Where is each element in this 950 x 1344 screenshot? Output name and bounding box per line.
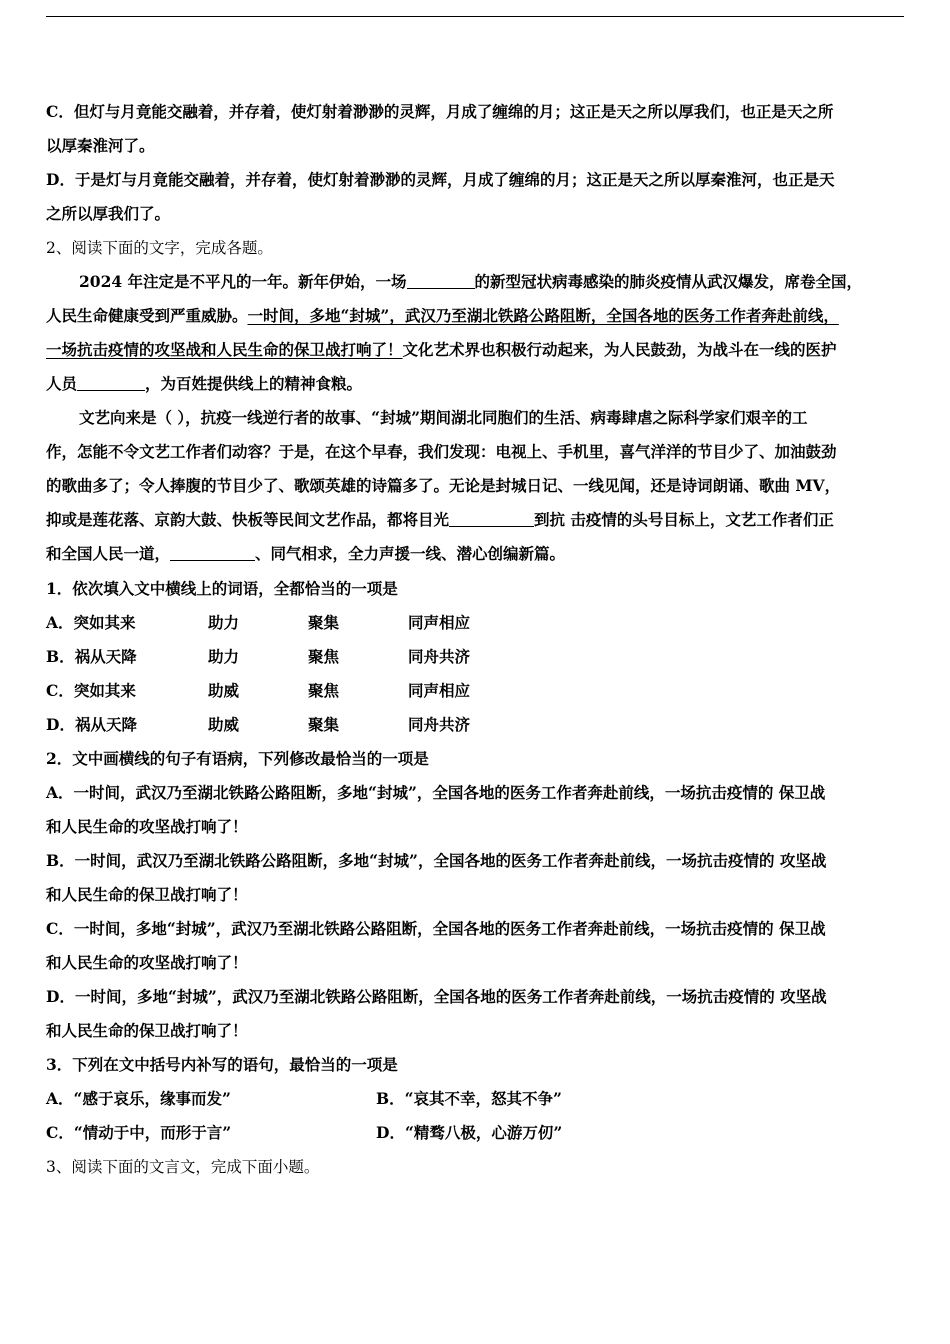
- q1-option-d-word4: 同舟共济: [408, 715, 471, 734]
- q2-option-b-label: B．: [46, 851, 75, 870]
- q3-option-d-text: “精骛八极，心游万仞”: [404, 1123, 563, 1142]
- question-1-number: 1．: [46, 579, 73, 598]
- prev-option-d-line1: [46, 163, 908, 197]
- q1-option-c-word3: 聚焦: [308, 681, 340, 700]
- q1-option-c-word2: 助威: [208, 681, 240, 700]
- p2-l4-b: 到抗 击疫情的头号目标上，文艺工作者们正: [534, 510, 834, 529]
- question-2: [46, 742, 908, 776]
- q1-option-b-word4: 同舟共济: [408, 647, 471, 666]
- q1-option-a-word1: 突如其来: [73, 613, 136, 632]
- q3-option-a-label: A．: [46, 1089, 74, 1108]
- q1-option-a-word3: 聚集: [308, 613, 340, 632]
- p1-l1-a: 2024 年注定是不平凡的一年。新年伊始，一场: [79, 272, 407, 291]
- q1-option-a[interactable]: [46, 606, 908, 640]
- q3-option-c[interactable]: [46, 1116, 376, 1150]
- q2-option-a-line1[interactable]: [46, 776, 908, 810]
- q3-options-row1: [46, 1082, 908, 1116]
- p1-l4-b: ，为百姓提供线上的精神食粮。: [145, 374, 363, 393]
- q2-option-c-line2: 和人民生命的攻坚战打响了！: [46, 953, 248, 972]
- q2-option-a-text: 一时间，武汉乃至湖北铁路公路阻断，多地“封城”，全国各地的医务工作者奔赴前线，一场抗击疫情的 保卫战: [73, 783, 826, 802]
- q1-option-c-label: C．: [46, 681, 74, 700]
- q3-option-a-text: “感于哀乐，缘事而发”: [73, 1089, 231, 1108]
- prev-option-c-line2: 以厚秦淮河了。: [46, 136, 155, 155]
- q3-option-b-label: B．: [376, 1089, 405, 1108]
- p1-l3-b: 文化艺术界也积极行动起来，为人民鼓劲，为战斗在一线的医护: [402, 340, 837, 359]
- question-2-text: 文中画横线的句子有语病，下列修改最恰当的一项是: [72, 749, 429, 768]
- q2-option-b-text: 一时间，武汉乃至湖北铁路公路阻断，多地“封城”，全国各地的医务工作者奔赴前线，一场抗击疫情的 攻坚战: [74, 851, 827, 870]
- q1-option-c[interactable]: [46, 674, 908, 708]
- q1-option-a-word2: 助力: [208, 613, 240, 632]
- q2-option-c-line1[interactable]: [46, 912, 908, 946]
- passage-p1-line2: [46, 299, 908, 333]
- question-2-number: 2．: [46, 749, 73, 768]
- q3-option-b-text: “哀其不幸，怒其不争”: [404, 1089, 562, 1108]
- fill-blank-3: [449, 510, 534, 527]
- passage-p2-line3: 的歌曲多了；令人捧腹的节目少了、歌颂英雄的诗篇多了。无论是封城日记、一线见闻，还是诗词朗诵、歌曲 MV，: [46, 476, 841, 495]
- passage-p1-line1: [46, 265, 908, 299]
- q3-option-b[interactable]: [376, 1082, 562, 1116]
- passage-p2-line4: [46, 503, 908, 537]
- question-1: [46, 572, 908, 606]
- q2-option-b-line1[interactable]: [46, 844, 908, 878]
- prev-option-c-label: C．: [46, 102, 74, 121]
- q1-option-d-word1: 祸从天降: [74, 715, 137, 734]
- passage-p1-line4: [46, 367, 908, 401]
- q2-option-d-line1[interactable]: [46, 980, 908, 1014]
- fill-blank-4: [170, 544, 255, 561]
- q1-option-b[interactable]: [46, 640, 908, 674]
- q1-option-c-word1: 突如其来: [73, 681, 136, 700]
- q1-option-b-word1: 祸从天降: [74, 647, 137, 666]
- fill-blank-2: [77, 374, 145, 391]
- prev-option-d-line2: 之所以厚我们了。: [46, 204, 171, 223]
- q2-option-b-line2: 和人民生命的保卫战打响了！: [46, 885, 248, 904]
- q2-option-a-label: A．: [46, 783, 74, 802]
- passage-p2-line2: 作，怎能不令文艺工作者们动容？于是，在这个早春，我们发现：电视上、手机里，喜气洋洋的节目少了、加油鼓劲: [46, 442, 837, 461]
- p1-l2-a: 人民生命健康受到严重威胁。: [46, 306, 248, 325]
- passage-p2-line5: [46, 537, 908, 571]
- q1-option-b-word3: 聚焦: [308, 647, 340, 666]
- q3-option-d-label: D．: [376, 1123, 405, 1142]
- prev-option-c-text: 但灯与月竟能交融着，并存着，使灯射着渺渺的灵辉，月成了缠绵的月；这正是天之所以厚我们，也正是天之所: [73, 102, 834, 121]
- q1-option-a-word4: 同声相应: [408, 613, 471, 632]
- q2-option-c-label: C．: [46, 919, 74, 938]
- question-3: [46, 1048, 908, 1082]
- p2-l5-b: 、同气相求，全力声援一线、潜心创编新篇。: [255, 544, 566, 563]
- q1-option-b-label: B．: [46, 647, 75, 666]
- section2-heading: 2、阅读下面的文字，完成各题。: [46, 239, 273, 257]
- section3-heading: 3、阅读下面的文言文，完成下面小题。: [46, 1158, 320, 1176]
- question-3-text: 下列在文中括号内补写的语句，最恰当的一项是: [72, 1055, 398, 1074]
- q1-option-d-word2: 助威: [208, 715, 240, 734]
- q2-option-c-text: 一时间，多地“封城”，武汉乃至湖北铁路公路阻断，全国各地的医务工作者奔赴前线，一场抗击疫情的 保卫战: [73, 919, 826, 938]
- q2-option-d-text: 一时间，多地“封城”，武汉乃至湖北铁路公路阻断，全国各地的医务工作者奔赴前线，一场抗击疫情的 攻坚战: [74, 987, 827, 1006]
- q1-option-c-word4: 同声相应: [408, 681, 471, 700]
- q3-option-c-text: “情动于中，而形于言”: [73, 1123, 232, 1142]
- document-body: [46, 95, 908, 1184]
- q1-option-a-label: A．: [46, 613, 74, 632]
- q3-options-row2: [46, 1116, 908, 1150]
- underlined-sentence-part1: 一时间，多地“封城”，武汉乃至湖北铁路公路阻断，全国各地的医务工作者奔赴前线，: [247, 306, 839, 325]
- q1-option-d-label: D．: [46, 715, 75, 734]
- question-3-number: 3．: [46, 1055, 73, 1074]
- prev-option-d-label: D．: [46, 170, 75, 189]
- fill-blank-1: [407, 272, 475, 289]
- q3-option-a[interactable]: [46, 1082, 376, 1116]
- q2-option-d-label: D．: [46, 987, 75, 1006]
- p2-l4-a: 抑或是莲花落、京韵大鼓、快板等民间文艺作品，都将目光: [46, 510, 450, 529]
- question-1-text: 依次填入文中横线上的词语，全都恰当的一项是: [72, 579, 398, 598]
- q1-option-b-word2: 助力: [208, 647, 240, 666]
- q2-option-d-line2: 和人民生命的保卫战打响了！: [46, 1021, 248, 1040]
- q3-option-c-label: C．: [46, 1123, 74, 1142]
- p2-l5-a: 和全国人民一道，: [46, 544, 171, 563]
- q1-option-d-word3: 聚集: [308, 715, 340, 734]
- passage-p1-line3: [46, 333, 908, 367]
- prev-option-c-line1: [46, 95, 908, 129]
- underlined-sentence-part2: 一场抗击疫情的攻坚战和人民生命的保卫战打响了！: [46, 340, 403, 359]
- header-rule: [46, 16, 904, 17]
- q3-option-d[interactable]: [376, 1116, 562, 1150]
- p1-l1-b: 的新型冠状病毒感染的肺炎疫情从武汉爆发，席卷全国，: [474, 272, 863, 291]
- passage-p2-line1: 文艺向来是（ ），抗疫一线逆行者的故事、“封城”期间湖北同胞们的生活、病毒肆虐之际科学家们艰辛的工: [79, 408, 808, 427]
- q1-option-d[interactable]: [46, 708, 908, 742]
- p1-l4-a: 人员: [46, 374, 78, 393]
- prev-option-d-text: 于是灯与月竟能交融着，并存着，使灯射着渺渺的灵辉，月成了缠绵的月；这正是天之所以厚秦淮河，也正是天: [74, 170, 835, 189]
- q2-option-a-line2: 和人民生命的攻坚战打响了！: [46, 817, 248, 836]
